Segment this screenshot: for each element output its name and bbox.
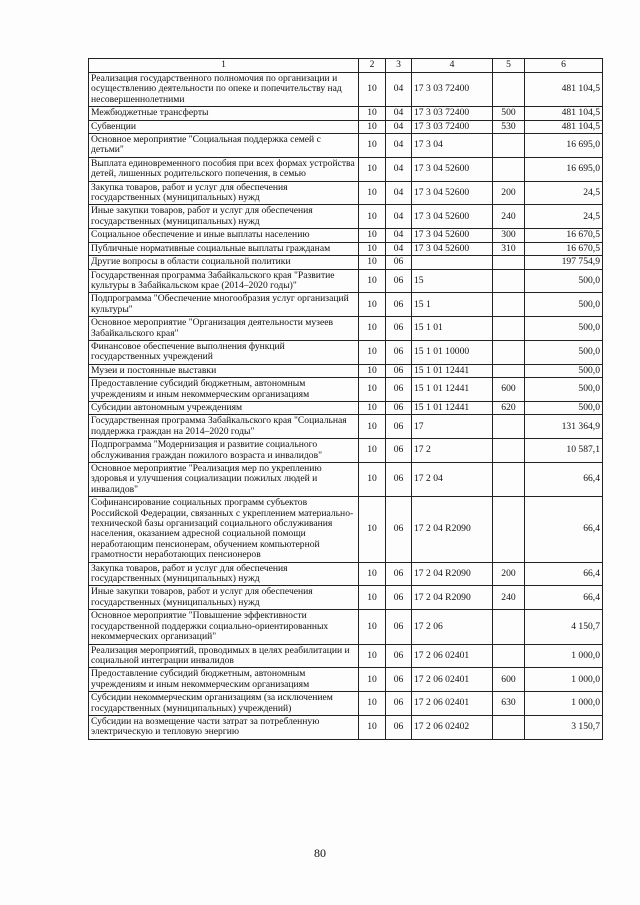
header-col-2: 2	[359, 59, 386, 73]
row-expense-type: 200	[493, 181, 525, 205]
row-expense-type	[493, 439, 525, 463]
row-target-code: 17 3 03 72400	[412, 107, 493, 120]
row-amount: 500,0	[525, 378, 603, 402]
row-target-code: 17 3 03 72400	[412, 120, 493, 133]
row-target-code: 17 2	[412, 439, 493, 463]
header-col-6: 6	[525, 59, 603, 73]
table-row	[89, 73, 603, 107]
row-section: 10	[359, 157, 386, 181]
row-expense-type	[493, 317, 525, 341]
row-name: Подпрограмма "Модернизация и развитие социального обслуживания граждан пожилого возраста и инвалидов"	[89, 439, 359, 463]
row-subsection: 06	[386, 562, 412, 586]
row-target-code: 17 2 06 02402	[412, 715, 493, 739]
row-section: 10	[359, 181, 386, 205]
row-subsection: 06	[386, 439, 412, 463]
row-section: 10	[359, 229, 386, 242]
table-row	[89, 463, 603, 497]
row-name: Другие вопросы в области социальной политики	[89, 256, 359, 269]
row-target-code: 15 1 01 12441	[412, 401, 493, 414]
row-amount: 131 364,9	[525, 415, 603, 439]
budget-table	[88, 58, 603, 740]
table-row	[89, 439, 603, 463]
row-expense-type	[493, 269, 525, 293]
row-amount: 500,0	[525, 317, 603, 341]
row-target-code: 17 3 04 52600	[412, 181, 493, 205]
row-subsection: 04	[386, 242, 412, 255]
row-amount: 500,0	[525, 401, 603, 414]
header-col-3: 3	[386, 59, 412, 73]
row-subsection: 04	[386, 107, 412, 120]
row-name: Основное мероприятие "Повышение эффективности государственной поддержки социально-ориентированных некоммерческих организаций"	[89, 610, 359, 644]
table-header-row	[89, 59, 603, 73]
table-row	[89, 401, 603, 414]
header-col-1: 1	[89, 59, 359, 73]
table-row	[89, 562, 603, 586]
row-name: Субсидии на возмещение части затрат за потребленную электрическую и тепловую энергию	[89, 715, 359, 739]
table-row	[89, 497, 603, 562]
row-section: 10	[359, 107, 386, 120]
row-amount: 66,4	[525, 497, 603, 562]
row-target-code: 17	[412, 415, 493, 439]
row-expense-type	[493, 134, 525, 158]
row-name: Государственная программа Забайкальского края "Развитие культуры в Забайкальском крае (2014–2020 годы)"	[89, 269, 359, 293]
row-section: 10	[359, 401, 386, 414]
row-subsection: 04	[386, 229, 412, 242]
row-amount: 3 150,7	[525, 715, 603, 739]
row-subsection: 06	[386, 378, 412, 402]
row-section: 10	[359, 340, 386, 364]
row-amount: 1 000,0	[525, 668, 603, 692]
row-target-code: 17 3 03 72400	[412, 73, 493, 107]
row-section: 10	[359, 644, 386, 668]
row-name: Социальное обеспечение и иные выплаты населению	[89, 229, 359, 242]
row-name: Субвенции	[89, 120, 359, 133]
row-name: Реализация государственного полномочия по организации и осуществлению деятельности по опеке и попечительству над несовершеннолетними	[89, 73, 359, 107]
row-name: Иные закупки товаров, работ и услуг для обеспечения государственных (муниципальных) нужд	[89, 205, 359, 229]
row-expense-type	[493, 340, 525, 364]
row-section: 10	[359, 242, 386, 255]
row-subsection: 04	[386, 73, 412, 107]
row-name: Публичные нормативные социальные выплаты гражданам	[89, 242, 359, 255]
row-section: 10	[359, 134, 386, 158]
row-amount: 66,4	[525, 562, 603, 586]
table-row	[89, 692, 603, 716]
row-target-code: 17 3 04 52600	[412, 205, 493, 229]
table-row	[89, 107, 603, 120]
row-section: 10	[359, 269, 386, 293]
row-section: 10	[359, 205, 386, 229]
row-subsection: 06	[386, 256, 412, 269]
table-row	[89, 256, 603, 269]
header-col-5: 5	[493, 59, 525, 73]
row-amount: 500,0	[525, 364, 603, 377]
table-row	[89, 340, 603, 364]
row-expense-type	[493, 293, 525, 317]
row-target-code: 17 2 04	[412, 463, 493, 497]
row-name: Основное мероприятие "Социальная поддержка семей с детьми"	[89, 134, 359, 158]
row-subsection: 04	[386, 205, 412, 229]
row-section: 10	[359, 715, 386, 739]
row-subsection: 04	[386, 134, 412, 158]
table-row	[89, 205, 603, 229]
row-section: 10	[359, 256, 386, 269]
row-expense-type: 600	[493, 378, 525, 402]
row-target-code: 17 3 04	[412, 134, 493, 158]
row-expense-type: 500	[493, 107, 525, 120]
row-expense-type: 630	[493, 692, 525, 716]
row-amount: 16 695,0	[525, 157, 603, 181]
row-expense-type	[493, 644, 525, 668]
row-amount: 500,0	[525, 293, 603, 317]
row-expense-type: 200	[493, 562, 525, 586]
row-subsection: 06	[386, 401, 412, 414]
row-amount: 16 670,5	[525, 242, 603, 255]
row-target-code: 15 1 01	[412, 317, 493, 341]
table-row	[89, 644, 603, 668]
row-target-code	[412, 256, 493, 269]
table-row	[89, 668, 603, 692]
row-subsection: 06	[386, 715, 412, 739]
row-target-code: 17 2 06 02401	[412, 668, 493, 692]
row-target-code: 17 2 04 R2090	[412, 497, 493, 562]
row-expense-type: 240	[493, 586, 525, 610]
row-name: Субсидии автономным учреждениям	[89, 401, 359, 414]
row-subsection: 06	[386, 269, 412, 293]
row-expense-type	[493, 463, 525, 497]
table-row	[89, 120, 603, 133]
row-section: 10	[359, 73, 386, 107]
row-section: 10	[359, 497, 386, 562]
table-row	[89, 293, 603, 317]
row-section: 10	[359, 692, 386, 716]
row-section: 10	[359, 439, 386, 463]
row-name: Основное мероприятие "Организация деятельности музеев Забайкальского края"	[89, 317, 359, 341]
row-amount: 481 104,5	[525, 120, 603, 133]
row-section: 10	[359, 586, 386, 610]
row-section: 10	[359, 415, 386, 439]
row-name: Закупка товаров, работ и услуг для обеспечения государственных (муниципальных) нужд	[89, 562, 359, 586]
row-target-code: 17 3 04 52600	[412, 157, 493, 181]
row-expense-type	[493, 157, 525, 181]
row-subsection: 06	[386, 317, 412, 341]
row-name: Субсидии некоммерческим организациям (за исключением государственных (муниципальных) учреждений)	[89, 692, 359, 716]
row-subsection: 06	[386, 586, 412, 610]
table-row	[89, 229, 603, 242]
row-name: Подпрограмма "Обеспечение многообразия услуг организаций культуры"	[89, 293, 359, 317]
row-target-code: 17 2 06	[412, 610, 493, 644]
row-target-code: 17 2 04 R2090	[412, 562, 493, 586]
row-name: Музеи и постоянные выставки	[89, 364, 359, 377]
row-subsection: 04	[386, 181, 412, 205]
row-subsection: 06	[386, 415, 412, 439]
row-target-code: 15 1 01 12441	[412, 378, 493, 402]
row-name: Основное мероприятие "Реализация мер по укреплению здоровья и улучшения социализации пожилых людей и инвалидов"	[89, 463, 359, 497]
row-expense-type: 310	[493, 242, 525, 255]
row-target-code: 17 2 06 02401	[412, 692, 493, 716]
row-subsection: 06	[386, 293, 412, 317]
row-subsection: 06	[386, 610, 412, 644]
row-section: 10	[359, 120, 386, 133]
row-section: 10	[359, 293, 386, 317]
row-section: 10	[359, 610, 386, 644]
row-expense-type	[493, 364, 525, 377]
row-target-code: 17 3 04 52600	[412, 242, 493, 255]
row-amount: 10 587,1	[525, 439, 603, 463]
row-subsection: 04	[386, 120, 412, 133]
row-section: 10	[359, 364, 386, 377]
row-section: 10	[359, 317, 386, 341]
row-subsection: 04	[386, 157, 412, 181]
row-target-code: 17 2 06 02401	[412, 644, 493, 668]
row-expense-type	[493, 256, 525, 269]
row-amount: 481 104,5	[525, 107, 603, 120]
row-amount: 481 104,5	[525, 73, 603, 107]
row-target-code: 17 3 04 52600	[412, 229, 493, 242]
table-row	[89, 134, 603, 158]
row-expense-type	[493, 715, 525, 739]
row-expense-type: 240	[493, 205, 525, 229]
row-section: 10	[359, 562, 386, 586]
row-expense-type: 620	[493, 401, 525, 414]
table-row	[89, 415, 603, 439]
row-name: Софинансирование социальных программ субъектов Российской Федерации, связанных с укреплением материально-технической базы организаций социального обслуживания населения, оказанием адресной социальной помощи неработающим пенсионерам, обучением компьютерной грамотности неработающих пенсионеров	[89, 497, 359, 562]
row-expense-type: 600	[493, 668, 525, 692]
row-name: Межбюджетные трансферты	[89, 107, 359, 120]
row-name: Реализация мероприятий, проводимых в целях реабилитации и социальной интеграции инвалидов	[89, 644, 359, 668]
table-row	[89, 269, 603, 293]
table-row	[89, 317, 603, 341]
row-target-code: 15	[412, 269, 493, 293]
row-subsection: 06	[386, 668, 412, 692]
table-row	[89, 364, 603, 377]
row-amount: 16 670,5	[525, 229, 603, 242]
row-subsection: 06	[386, 497, 412, 562]
table-row	[89, 242, 603, 255]
row-target-code: 15 1	[412, 293, 493, 317]
row-amount: 1 000,0	[525, 692, 603, 716]
row-name: Закупка товаров, работ и услуг для обеспечения государственных (муниципальных) нужд	[89, 181, 359, 205]
table-row	[89, 181, 603, 205]
row-name: Предоставление субсидий бюджетным, автономным учреждениям и иным некоммерческим организациям	[89, 668, 359, 692]
row-subsection: 06	[386, 340, 412, 364]
row-amount: 500,0	[525, 269, 603, 293]
table-row	[89, 378, 603, 402]
row-amount: 4 150,7	[525, 610, 603, 644]
row-name: Иные закупки товаров, работ и услуг для обеспечения государственных (муниципальных) нужд	[89, 586, 359, 610]
row-amount: 24,5	[525, 181, 603, 205]
table-row	[89, 610, 603, 644]
table-row	[89, 586, 603, 610]
header-col-4: 4	[412, 59, 493, 73]
row-amount: 197 754,9	[525, 256, 603, 269]
row-subsection: 06	[386, 692, 412, 716]
table-row	[89, 157, 603, 181]
row-amount: 1 000,0	[525, 644, 603, 668]
row-target-code: 15 1 01 10000	[412, 340, 493, 364]
row-amount: 16 695,0	[525, 134, 603, 158]
row-name: Предоставление субсидий бюджетным, автономным учреждениям и иным некоммерческим организациям	[89, 378, 359, 402]
row-section: 10	[359, 463, 386, 497]
row-expense-type	[493, 497, 525, 562]
table-row	[89, 715, 603, 739]
row-section: 10	[359, 378, 386, 402]
row-name: Финансовое обеспечение выполнения функций государственных учреждений	[89, 340, 359, 364]
row-section: 10	[359, 668, 386, 692]
row-amount: 66,4	[525, 586, 603, 610]
row-subsection: 06	[386, 364, 412, 377]
row-subsection: 06	[386, 644, 412, 668]
row-expense-type	[493, 73, 525, 107]
row-subsection: 06	[386, 463, 412, 497]
row-expense-type: 530	[493, 120, 525, 133]
row-expense-type: 300	[493, 229, 525, 242]
row-name: Выплата единовременного пособия при всех формах устройства детей, лишенных родительского попечения, в семью	[89, 157, 359, 181]
row-amount: 500,0	[525, 340, 603, 364]
row-expense-type	[493, 610, 525, 644]
row-amount: 66,4	[525, 463, 603, 497]
row-target-code: 17 2 04 R2090	[412, 586, 493, 610]
row-name: Государственная программа Забайкальского края "Социальная поддержка граждан на 2014–2020 годы"	[89, 415, 359, 439]
row-expense-type	[493, 415, 525, 439]
row-target-code: 15 1 01 12441	[412, 364, 493, 377]
row-amount: 24,5	[525, 205, 603, 229]
page-number: 80	[314, 846, 326, 860]
